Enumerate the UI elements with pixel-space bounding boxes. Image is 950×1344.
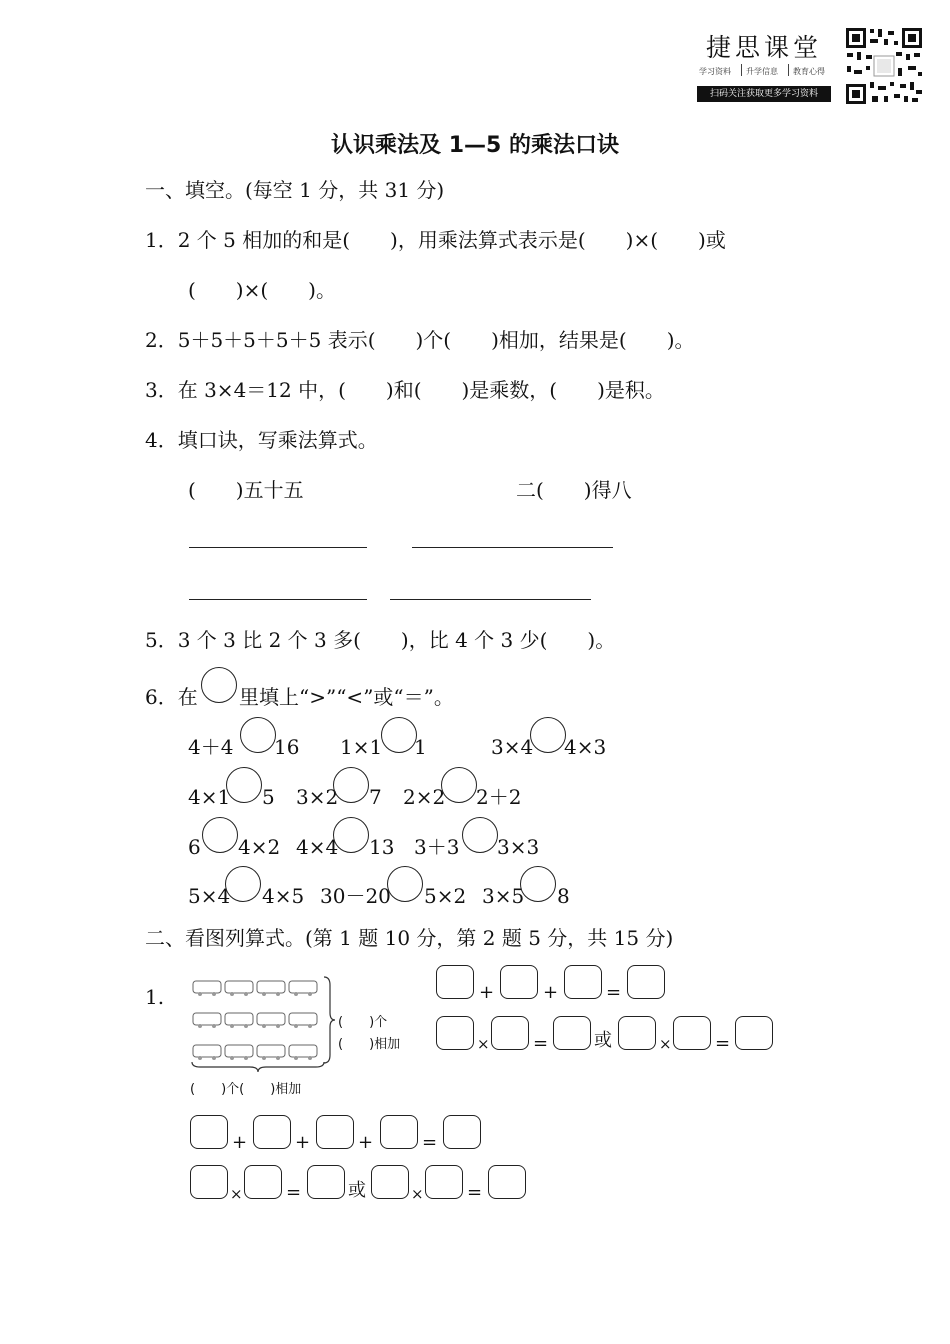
compare-circle[interactable] [333, 767, 369, 803]
question-4-rhyme-b: 二( )得八 [516, 478, 632, 502]
compare-left: 2×2 [403, 785, 446, 809]
divider [788, 64, 789, 76]
section-one-heading: 一、填空。(每空 1 分，共 31 分) [145, 178, 445, 202]
brace-label-addend: ( )相加 [338, 1037, 401, 1052]
answer-box[interactable] [436, 965, 474, 999]
question-5: 5．3 个 3 比 2 个 3 多( )，比 4 个 3 少( )。 [145, 628, 616, 652]
compare-circle-icon [201, 667, 237, 703]
answer-line[interactable] [189, 599, 367, 600]
plus-sign: + [358, 1132, 374, 1153]
question-3: 3．在 3×4＝12 中，( )和( )是乘数，( )是积。 [145, 378, 665, 402]
question-6-prefix: 6．在 [145, 685, 198, 709]
qr-code-icon[interactable] [844, 26, 924, 106]
brand-tag-3: 教育心得 [793, 67, 825, 76]
compare-circle[interactable] [333, 817, 369, 853]
compare-circle[interactable] [520, 866, 556, 902]
compare-right: 4×3 [564, 735, 607, 759]
compare-left: 3×2 [296, 785, 339, 809]
equals-sign: = [286, 1182, 302, 1203]
compare-right: 2＋2 [476, 785, 522, 809]
compare-right: 5×2 [424, 884, 467, 908]
brace-label-bottom: ( )个( )相加 [190, 1082, 302, 1097]
plus-sign: + [232, 1132, 248, 1153]
answer-box[interactable] [627, 965, 665, 999]
compare-right: 5 [262, 785, 275, 809]
plus-sign: + [295, 1132, 311, 1153]
answer-box[interactable] [253, 1115, 291, 1149]
compare-left: 1×1 [340, 735, 383, 759]
compare-circle[interactable] [462, 817, 498, 853]
plus-sign: + [479, 982, 495, 1003]
plus-sign: + [543, 982, 559, 1003]
answer-box[interactable] [735, 1016, 773, 1050]
compare-circle[interactable] [225, 866, 261, 902]
compare-left: 5×4 [188, 884, 231, 908]
or-label: 或 [348, 1180, 366, 1201]
equals-sign: = [715, 1033, 731, 1054]
picture-question-number: 1. [145, 985, 165, 1009]
equals-sign: = [606, 982, 622, 1003]
brand-tag-1: 学习资料 [699, 67, 731, 76]
answer-line[interactable] [189, 547, 367, 548]
compare-right: 3×3 [497, 835, 540, 859]
equals-sign: = [467, 1182, 483, 1203]
answer-box[interactable] [307, 1165, 345, 1199]
answer-box[interactable] [500, 965, 538, 999]
answer-box[interactable] [190, 1115, 228, 1149]
compare-circle[interactable] [226, 767, 262, 803]
question-6-instruction: 里填上“>”“<”或“＝”。 [239, 685, 454, 709]
compare-right: 13 [369, 835, 395, 859]
question-4: 4．填口诀，写乘法算式。 [145, 428, 378, 452]
times-sign: × [411, 1185, 424, 1203]
brand-name: 捷思课堂 [706, 33, 823, 62]
compare-right: 7 [369, 785, 382, 809]
compare-left: 3×5 [482, 884, 525, 908]
brace-label-count: ( )个 [338, 1015, 388, 1030]
question-1-line-2: ( )×( )。 [188, 278, 336, 302]
compare-left: 4×4 [296, 835, 339, 859]
bottom-brace-icon [190, 1060, 326, 1074]
answer-box[interactable] [190, 1165, 228, 1199]
section-two-heading: 二、看图列算式。(第 1 题 10 分，第 2 题 5 分，共 15 分) [145, 926, 674, 950]
equals-sign: = [533, 1033, 549, 1054]
compare-right: 8 [557, 884, 570, 908]
times-sign: × [659, 1035, 672, 1053]
answer-box[interactable] [618, 1016, 656, 1050]
compare-circle[interactable] [387, 866, 423, 902]
answer-line[interactable] [412, 547, 613, 548]
answer-box[interactable] [564, 965, 602, 999]
question-1-line-1: 1．2 个 5 相加的和是( )，用乘法算式表示是( )×( )或 [145, 228, 726, 252]
compare-right: 4×2 [238, 835, 281, 859]
compare-left: 3×4 [491, 735, 534, 759]
answer-box[interactable] [488, 1165, 526, 1199]
answer-box[interactable] [244, 1165, 282, 1199]
compare-right: 1 [414, 735, 427, 759]
answer-box[interactable] [491, 1016, 529, 1050]
question-2: 2．5＋5＋5＋5＋5 表示( )个( )相加，结果是( )。 [145, 328, 695, 352]
question-4-rhyme-a: ( )五十五 [188, 478, 304, 502]
cars-picture [190, 975, 320, 1061]
divider [741, 64, 742, 76]
answer-box[interactable] [443, 1115, 481, 1149]
compare-left: 30－20 [320, 884, 391, 908]
answer-box[interactable] [316, 1115, 354, 1149]
answer-box[interactable] [553, 1016, 591, 1050]
times-sign: × [477, 1035, 490, 1053]
compare-circle[interactable] [202, 817, 238, 853]
compare-right: 4×5 [262, 884, 305, 908]
answer-box[interactable] [436, 1016, 474, 1050]
equals-sign: = [422, 1132, 438, 1153]
compare-left: 4＋4 [188, 735, 234, 759]
answer-box[interactable] [673, 1016, 711, 1050]
compare-circle[interactable] [381, 717, 417, 753]
answer-box[interactable] [371, 1165, 409, 1199]
brand-banner: 扫码关注获取更多学习资料 [697, 86, 831, 102]
compare-circle[interactable] [530, 717, 566, 753]
compare-right: 16 [274, 735, 300, 759]
answer-box[interactable] [380, 1115, 418, 1149]
compare-left: 4×1 [188, 785, 231, 809]
times-sign: × [230, 1185, 243, 1203]
compare-left: 3＋3 [414, 835, 460, 859]
answer-box[interactable] [425, 1165, 463, 1199]
brand-tag-2: 升学信息 [746, 67, 778, 76]
page-title: 认识乘法及 1—5 的乘法口诀 [331, 133, 619, 158]
answer-line[interactable] [390, 599, 591, 600]
or-label: 或 [594, 1030, 612, 1051]
right-brace-icon [322, 975, 336, 1065]
compare-left: 6 [188, 835, 201, 859]
compare-circle[interactable] [441, 767, 477, 803]
compare-circle[interactable] [240, 717, 276, 753]
